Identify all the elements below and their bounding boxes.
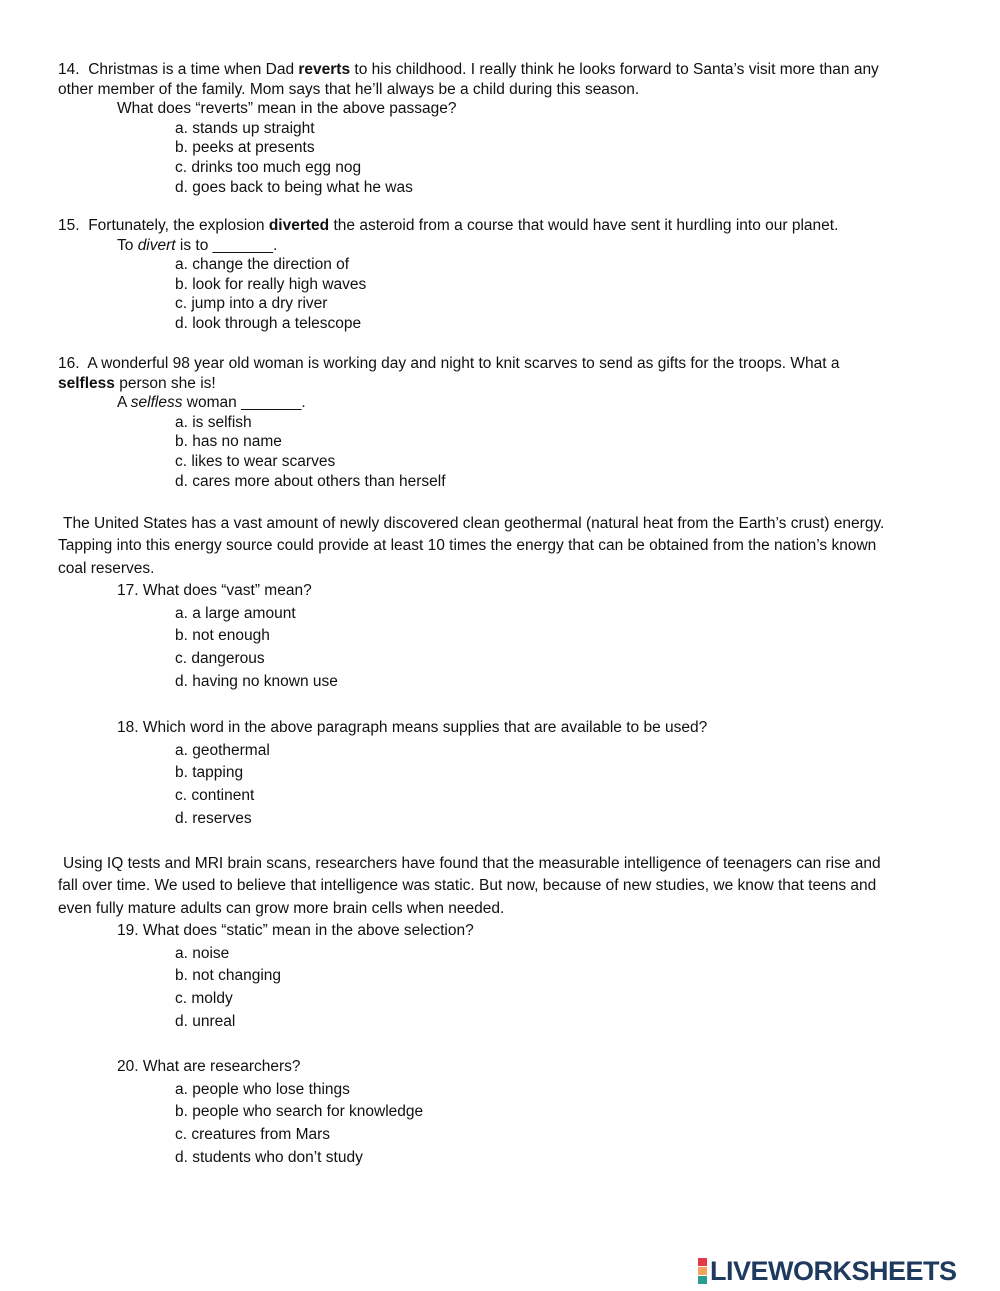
option: c. jump into a dry river — [175, 295, 328, 313]
option: c. moldy — [175, 990, 233, 1008]
logo-block — [698, 1258, 707, 1266]
question-16-stem-line1: 16. A wonderful 98 year old woman is working day and night to knit scarves to send as gifts for the troops. What a — [58, 355, 840, 372]
option: d. reserves — [175, 809, 252, 827]
question-16 — [58, 354, 943, 491]
option: c. likes to wear scarves — [175, 452, 336, 470]
option: b. has no name — [175, 433, 282, 451]
passage-geothermal — [58, 513, 943, 580]
passage-line: coal reserves. — [58, 559, 155, 577]
logo-text: LIVEWORKSHEETS — [710, 1256, 957, 1286]
question-18 — [58, 717, 943, 830]
question-15 — [58, 216, 943, 334]
option: d. look through a telescope — [175, 314, 362, 332]
passage-line: The United States has a vast amount of newly discovered clean geothermal (natural heat from the Earth’s crust) energy. — [63, 515, 885, 532]
question-17-prompt: 17. What does “vast” mean? — [117, 582, 312, 599]
option: d. unreal — [175, 1012, 236, 1030]
option: a. stands up straight — [175, 119, 315, 137]
liveworksheets-logo[interactable] — [698, 1258, 957, 1284]
passage-line: even fully mature adults can grow more brain cells when needed. — [58, 899, 505, 917]
logo-block — [698, 1276, 707, 1284]
question-16-stem-line2: selfless person she is! — [58, 374, 216, 392]
option: b. look for really high waves — [175, 275, 367, 293]
question-15-stem: 15. Fortunately, the explosion diverted the asteroid from a course that would have sent it hurdling into our planet. — [58, 217, 839, 234]
option: b. peeks at presents — [175, 139, 315, 157]
question-18-prompt: 18. Which word in the above paragraph means supplies that are available to be used? — [117, 719, 708, 736]
question-19 — [58, 920, 943, 1033]
option: a. geothermal — [175, 741, 270, 759]
question-17 — [58, 580, 943, 693]
passage-line: Using IQ tests and MRI brain scans, researchers have found that the measurable intelligence of teenagers can rise and — [63, 855, 881, 872]
option: b. not changing — [175, 967, 282, 985]
question-14-stem-line1: 14. Christmas is a time when Dad reverts to his childhood. I really think he looks forward to Santa’s visit more than any — [58, 61, 879, 78]
option: b. people who search for knowledge — [175, 1103, 424, 1121]
option: a. is selfish — [175, 413, 252, 431]
option: d. cares more about others than herself — [175, 472, 446, 490]
question-20-prompt: 20. What are researchers? — [117, 1058, 301, 1075]
question-14-prompt: What does “reverts” mean in the above passage? — [117, 100, 457, 118]
question-14 — [58, 60, 943, 197]
option: c. continent — [175, 787, 255, 805]
question-15-prompt: To divert is to _______. — [117, 236, 278, 254]
option: a. noise — [175, 944, 230, 962]
passage-line: fall over time. We used to believe that intelligence was static. But now, because of new studies, we know that teens and — [58, 877, 877, 895]
option: b. not enough — [175, 627, 270, 645]
question-14-stem-line2: other member of the family. Mom says that he’ll always be a child during this season. — [58, 80, 640, 98]
question-20 — [58, 1056, 943, 1169]
option: d. goes back to being what he was — [175, 178, 413, 196]
option: c. drinks too much egg nog — [175, 158, 362, 176]
option: a. people who lose things — [175, 1080, 350, 1098]
option: c. dangerous — [175, 650, 265, 668]
logo-block — [698, 1267, 707, 1275]
question-19-prompt: 19. What does “static” mean in the above selection? — [117, 922, 474, 939]
option: d. students who don’t study — [175, 1148, 363, 1166]
passage-line: Tapping into this energy source could provide at least 10 times the energy that can be obtained from the nation’s known — [58, 537, 877, 555]
option: b. tapping — [175, 764, 244, 782]
option: d. having no known use — [175, 672, 338, 690]
logo-blocks-icon — [698, 1258, 707, 1285]
option: c. creatures from Mars — [175, 1126, 331, 1144]
option: a. a large amount — [175, 604, 296, 622]
question-16-prompt: A selfless woman _______. — [117, 394, 306, 412]
passage-intelligence — [58, 853, 943, 920]
option: a. change the direction of — [175, 256, 350, 274]
